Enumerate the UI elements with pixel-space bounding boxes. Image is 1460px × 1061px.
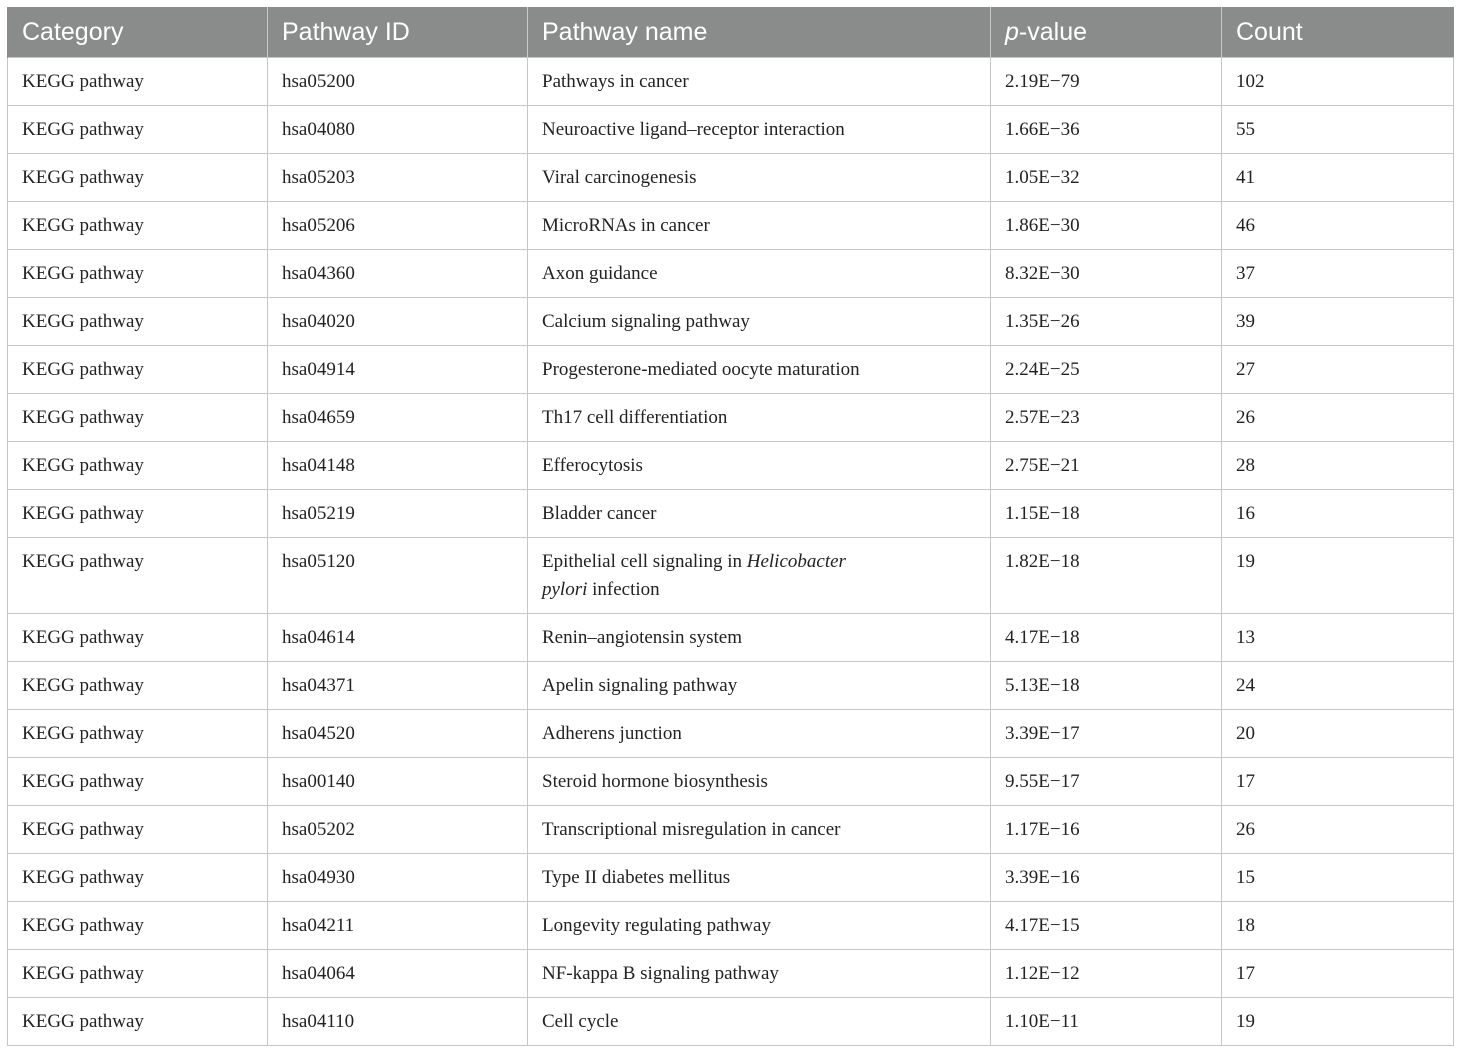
cell-pathway-id: hsa04064 [268,950,528,998]
table-row [8,614,1454,662]
header-pvalue-rest: -value [1018,17,1087,46]
cell-count: 17 [1222,950,1454,998]
cell-pathway-id: hsa04020 [268,298,528,346]
header-count: Count [1222,7,1454,58]
cell-pathway-id: hsa00140 [268,758,528,806]
cell-pvalue: 2.19E−79 [991,58,1222,106]
cell-category: KEGG pathway [8,106,268,154]
table-row [8,154,1454,202]
cell-count: 41 [1222,154,1454,202]
pathway-table-container [7,7,1453,1046]
cell-pathway-name: Efferocytosis [528,442,991,490]
cell-pathway-name: Longevity regulating pathway [528,902,991,950]
cell-pathway-name: Progesterone-mediated oocyte maturation [528,346,991,394]
cell-pvalue: 3.39E−17 [991,710,1222,758]
table-row [8,298,1454,346]
cell-category: KEGG pathway [8,346,268,394]
cell-pvalue: 1.35E−26 [991,298,1222,346]
cell-count: 102 [1222,58,1454,106]
table-row [8,394,1454,442]
cell-pvalue: 3.39E−16 [991,854,1222,902]
cell-pvalue: 1.66E−36 [991,106,1222,154]
table-row [8,950,1454,998]
cell-count: 17 [1222,758,1454,806]
cell-category: KEGG pathway [8,202,268,250]
table-row [8,490,1454,538]
header-pathway-id: Pathway ID [268,7,528,58]
cell-pathway-name [528,538,991,614]
cell-pathway-name: Pathways in cancer [528,58,991,106]
table-row [8,710,1454,758]
cell-category: KEGG pathway [8,806,268,854]
cell-pvalue: 8.32E−30 [991,250,1222,298]
cell-pathway-id: hsa04360 [268,250,528,298]
header-row [8,7,1454,58]
table-row [8,758,1454,806]
cell-category: KEGG pathway [8,758,268,806]
cell-count: 37 [1222,250,1454,298]
table-row [8,538,1454,614]
table-row [8,854,1454,902]
cell-category: KEGG pathway [8,298,268,346]
cell-category: KEGG pathway [8,902,268,950]
cell-pvalue: 1.17E−16 [991,806,1222,854]
cell-pathway-name: MicroRNAs in cancer [528,202,991,250]
cell-category: KEGG pathway [8,950,268,998]
cell-pathway-id: hsa05200 [268,58,528,106]
cell-pathway-id: hsa05219 [268,490,528,538]
cell-category: KEGG pathway [8,538,268,614]
cell-count: 18 [1222,902,1454,950]
cell-count: 27 [1222,346,1454,394]
cell-category: KEGG pathway [8,154,268,202]
table-row [8,806,1454,854]
cell-pathway-id: hsa04148 [268,442,528,490]
cell-pathway-name: Neuroactive ligand–receptor interaction [528,106,991,154]
cell-count: 26 [1222,394,1454,442]
cell-pathway-id: hsa04914 [268,346,528,394]
cell-pathway-id: hsa04614 [268,614,528,662]
cell-category: KEGG pathway [8,854,268,902]
table-row [8,346,1454,394]
table-row [8,902,1454,950]
cell-pathway-id: hsa05203 [268,154,528,202]
cell-pathway-id: hsa05120 [268,538,528,614]
cell-category: KEGG pathway [8,394,268,442]
cell-count: 39 [1222,298,1454,346]
cell-pvalue: 1.12E−12 [991,950,1222,998]
cell-count: 13 [1222,614,1454,662]
cell-pvalue: 1.82E−18 [991,538,1222,614]
cell-pvalue: 1.15E−18 [991,490,1222,538]
cell-category: KEGG pathway [8,250,268,298]
cell-count: 55 [1222,106,1454,154]
cell-pathway-name: Bladder cancer [528,490,991,538]
cell-category: KEGG pathway [8,58,268,106]
cell-pathway-id: hsa04211 [268,902,528,950]
header-category: Category [8,7,268,58]
header-pvalue [991,7,1222,58]
cell-pathway-name: NF-kappa B signaling pathway [528,950,991,998]
cell-pathway-id: hsa04659 [268,394,528,442]
cell-count: 46 [1222,202,1454,250]
cell-pathway-name: Apelin signaling pathway [528,662,991,710]
header-pathway-name: Pathway name [528,7,991,58]
cell-pvalue: 1.10E−11 [991,998,1222,1046]
cell-count: 19 [1222,538,1454,614]
cell-pvalue: 5.13E−18 [991,662,1222,710]
cell-category: KEGG pathway [8,710,268,758]
cell-pvalue: 9.55E−17 [991,758,1222,806]
cell-pvalue: 1.05E−32 [991,154,1222,202]
cell-pathway-id: hsa05202 [268,806,528,854]
cell-category: KEGG pathway [8,662,268,710]
cell-count: 26 [1222,806,1454,854]
table-body [8,58,1454,1046]
pathway-name-text-suffix: infection [587,579,660,600]
cell-pvalue: 2.57E−23 [991,394,1222,442]
cell-pvalue: 4.17E−15 [991,902,1222,950]
cell-pathway-name: Calcium signaling pathway [528,298,991,346]
cell-pathway-id: hsa04520 [268,710,528,758]
table-header [8,7,1454,58]
cell-pathway-name: Axon guidance [528,250,991,298]
cell-pathway-id: hsa05206 [268,202,528,250]
pathway-name-italic-species: pylori [542,579,588,600]
cell-pathway-id: hsa04110 [268,998,528,1046]
cell-count: 24 [1222,662,1454,710]
table-row [8,250,1454,298]
cell-pathway-id: hsa04371 [268,662,528,710]
cell-pathway-name: Transcriptional misregulation in cancer [528,806,991,854]
table-row [8,662,1454,710]
cell-pathway-name: Th17 cell differentiation [528,394,991,442]
cell-pvalue: 2.24E−25 [991,346,1222,394]
cell-pathway-name: Adherens junction [528,710,991,758]
table-row [8,442,1454,490]
cell-pathway-name: Renin–angiotensin system [528,614,991,662]
cell-category: KEGG pathway [8,614,268,662]
cell-category: KEGG pathway [8,442,268,490]
cell-pvalue: 4.17E−18 [991,614,1222,662]
cell-pvalue: 1.86E−30 [991,202,1222,250]
table-row [8,106,1454,154]
cell-count: 16 [1222,490,1454,538]
cell-category: KEGG pathway [8,998,268,1046]
cell-pathway-name: Steroid hormone biosynthesis [528,758,991,806]
cell-count: 28 [1222,442,1454,490]
cell-pathway-name: Type II diabetes mellitus [528,854,991,902]
cell-pathway-name: Viral carcinogenesis [528,154,991,202]
cell-pathway-id: hsa04930 [268,854,528,902]
cell-count: 15 [1222,854,1454,902]
cell-category: KEGG pathway [8,490,268,538]
cell-pathway-id: hsa04080 [268,106,528,154]
pathway-name-italic-genus: Helicobacter [746,551,846,572]
pathway-name-text: Epithelial cell signaling in [542,551,747,572]
cell-pathway-name: Cell cycle [528,998,991,1046]
table-row [8,998,1454,1046]
cell-pvalue: 2.75E−21 [991,442,1222,490]
cell-count: 20 [1222,710,1454,758]
table-row [8,202,1454,250]
pathway-table [7,7,1454,1046]
table-row [8,58,1454,106]
cell-count: 19 [1222,998,1454,1046]
header-pvalue-italic: p [1005,17,1019,46]
